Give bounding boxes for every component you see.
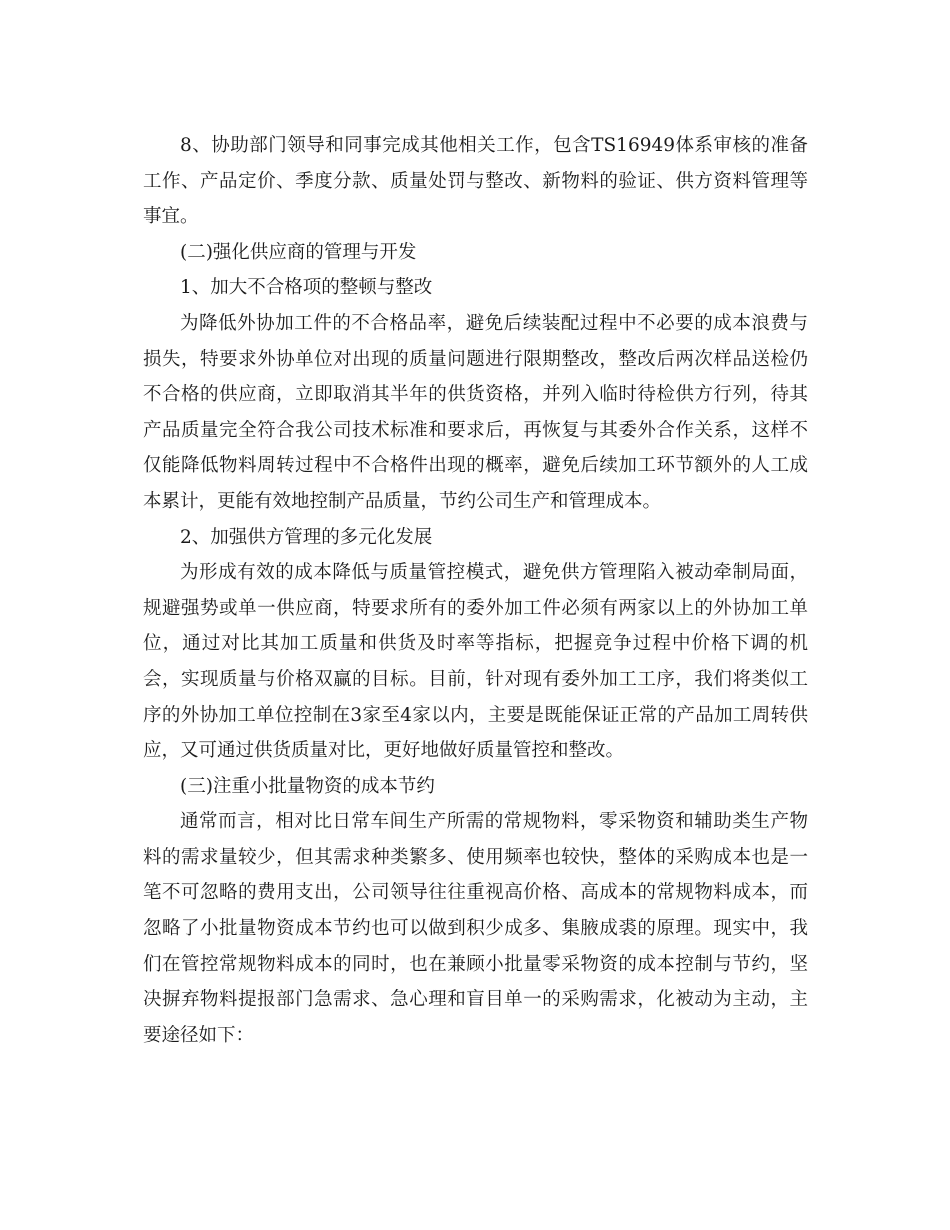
paragraph-diversification: 为形成有效的成本降低与质量管控模式，避免供方管理陷入被动牵制局面，规避强势或单一供应商，特要求所有的委外加工件必须有两家以上的外协加工单位，通过对比其加工质量和供货及时率等指标，把握竞争过程中价格下调的机会，实现质量与价格双赢的目标。目前，针对现有委外加工工序，我们将类似工序的外协加工单位控制在3家至4家以内，主要是既能保证正常的产品加工周转供应，又可通过供货质量对比，更好地做好质量管控和整改。 xyxy=(143,562,808,762)
section-heading-supplier-management: (二)强化供应商的管理与开发 xyxy=(180,241,417,263)
subheading-nonconformity-rectification: 1、加大不合格项的整顿与整改 xyxy=(180,277,433,299)
paragraph-small-batch: 通常而言，相对比日常车间生产所需的常规物料，零采物资和辅助类生产物料的需求量较少，但其需求种类繁多、使用频率也较快，整体的采购成本也是一笔不可忽略的费用支出，公司领导往往重视高价格、高成本的常规物料成本，而忽略了小批量物资成本节约也可以做到积少成多、集腋成裘的原理。现实中，我们在管控常规物料成本的同时，也在兼顾小批量零采物资的成本控制与节约，坚决摒弃物料提报部门急需求、急心理和盲目单一的采购需求，化被动为主动，主要途径如下： xyxy=(143,811,808,1046)
document-body xyxy=(143,128,808,1053)
subheading-supplier-diversification: 2、加强供方管理的多元化发展 xyxy=(180,526,433,548)
paragraph-nonconformity: 为降低外协加工件的不合格品率，避免后续装配过程中不必要的成本浪费与损失，特要求外协单位对出现的质量问题进行限期整改，整改后两次样品送检仍不合格的供应商，立即取消其半年的供货资格，并列入临时待检供方行列，待其产品质量完全符合我公司技术标准和要求后，再恢复与其委外合作关系，这样不仅能降低物料周转过程中不合格件出现的概率，避免后续加工环节额外的人工成本累计，更能有效地控制产品质量，节约公司生产和管理成本。 xyxy=(143,312,808,512)
section-heading-small-batch-savings: (三)注重小批量物资的成本节约 xyxy=(180,775,435,797)
paragraph-item-8: 8、协助部门领导和同事完成其他相关工作，包含TS16949体系审核的准备工作、产品定价、季度分款、质量处罚与整改、新物料的验证、供方资料管理等事宜。 xyxy=(143,135,808,228)
